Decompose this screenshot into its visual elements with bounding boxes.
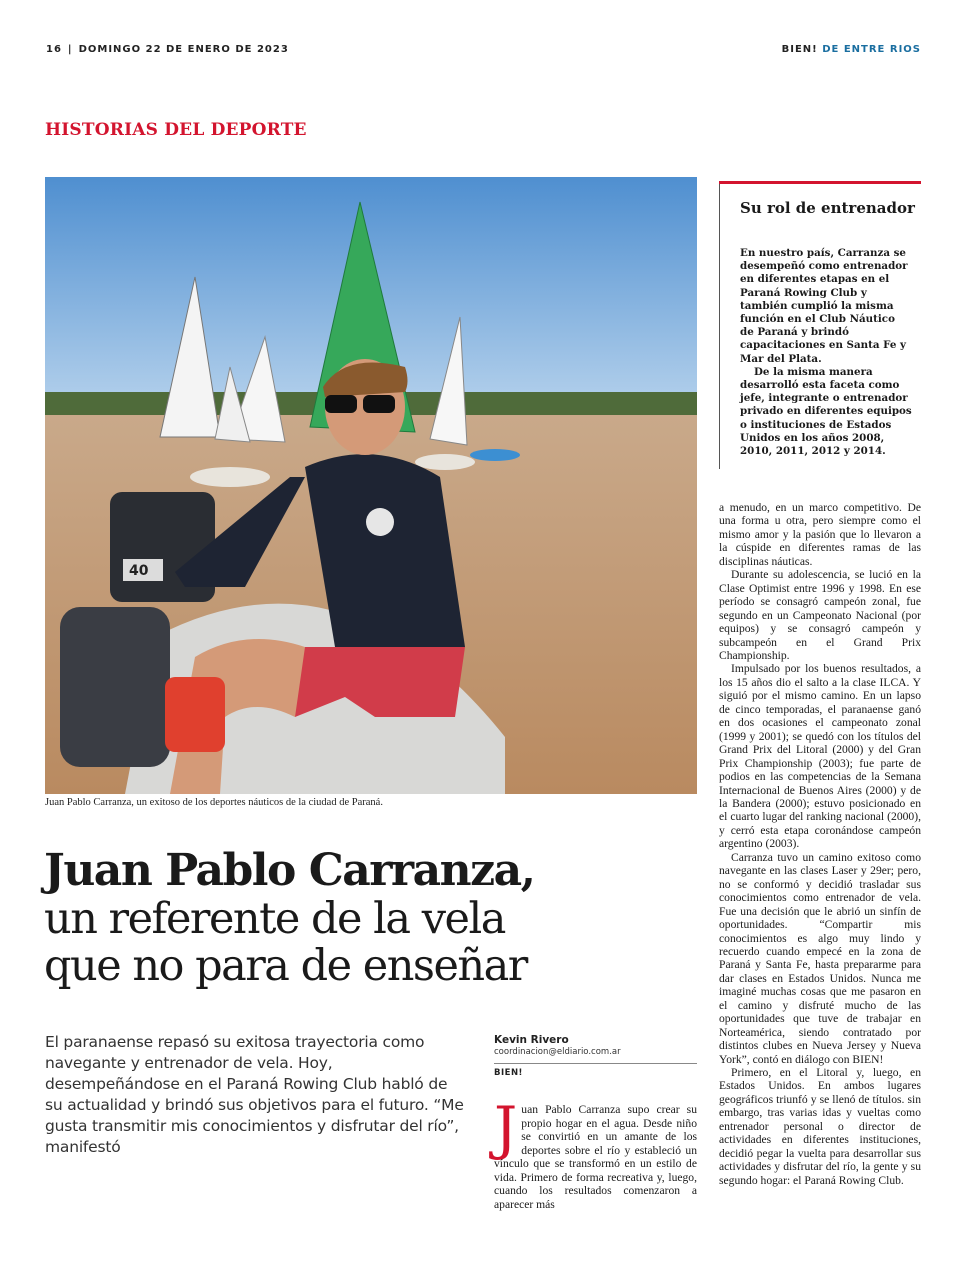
- sidebar-paragraph: De la misma manera desarrolló esta faceta como jefe, integrante o entrenador privado en diferentes equipos o instituciones de Estados Unidos en los años 2008, 2010, 2011, 2012 y 2014.: [740, 365, 912, 458]
- byline: [494, 1034, 697, 1078]
- motor-number: 40: [129, 563, 149, 579]
- body-paragraph: Impulsado por los buenos resultados, a los 15 años dio el salto a la clase ILCA. Y siguió por el mismo camino. En un lapso de cinco temporadas, el paranaense ganó en dos ocasiones el campeonato zonal (1999 y 2001); se quedó con los títulos del Grand Prix del Litoral (2000) y del Gran Prix Championship (2003); fue parte de podios en las competencias de la Semana Internacional de Buenos Aires (2000) y de la Bandera (2000); estuvo posicionado en el cuarto lugar del ranking nacional (2000), y cerró esta etapa coronándose campeón argentino (2003).: [719, 662, 921, 851]
- sidebar-left-rule: [719, 184, 720, 469]
- sidebar-top-rule: [719, 181, 921, 184]
- sidebar-body: [740, 247, 912, 458]
- sailing-photo-illustration: [45, 177, 697, 794]
- headline-line-3: que no para de enseñar: [44, 941, 527, 991]
- article-body-column-1: [494, 1094, 697, 1211]
- sidebar-paragraph: En nuestro país, Carranza se desempeñó como entrenador en diferentes etapas en el Paraná Rowing Club y también cumplió la misma función en el Club Náutico de Paraná y brindó capacitaciones en Santa Fe y Mar del Plata.: [740, 247, 908, 365]
- folio-separator: |: [67, 44, 73, 55]
- brand-main: BIEN!: [781, 44, 818, 55]
- body-paragraph: uan Pablo Carranza supo crear su propio hogar en el agua. Desde niño se convirtió en un amante de los deportes sobre el río y estableció un vínculo que se transformó en un estilo de vida. Primero de forma recreativa y, luego, cuando los resultados comenzaron a aparecer más: [494, 1103, 697, 1211]
- body-paragraph: a menudo, en un marco competitivo. De una forma u otra, pero siempre como el mismo amor y la pasión que lo llevaron a la cúspide en diferentes ramas de las disciplinas náuticas.: [719, 501, 921, 568]
- brand-accent: DE ENTRE RIOS: [822, 44, 921, 55]
- headline-line-1: Juan Pablo Carranza,: [44, 845, 535, 896]
- sidebar-title: Su rol de entrenador: [740, 199, 915, 217]
- section-label: HISTORIAS DEL DEPORTE: [45, 120, 307, 140]
- page-number: 16: [46, 44, 62, 55]
- headline-line-2: un referente de la vela: [44, 894, 505, 944]
- page-folio: [46, 44, 289, 55]
- article-deck: El paranaense repasó su exitosa trayectoria como navegante y entrenador de vela. Hoy, desempeñándose en el Paraná Rowing Club habló de su actualidad y brindó sus objetivos para el futuro. “Me gusta transmitir mis conocimientos y disfrutar del río”, manifestó: [45, 1033, 464, 1156]
- body-paragraph: Carranza tuvo un camino exitoso como navegante en las clases Laser y 29er; pero, no se conformó y decidió trasladar sus conocimientos como entrenador de vela. Fue una decisión que le abrió un sinfín de oportunidades. “Compartir mis conocimientos es algo muy lindo y recuerdo cuando empecé en la zona de Paraná y Santa Fe, hasta prepararme para dar clases en Estados Unidos. Nunca me imaginé muchas cosas que me pasaron en el camino y disfruté mucho de las oportunidades que tuve de trabajar en Norteamérica, siendo contratado por distintos clubes en Nueva Jersey y Nueva York”, contó en diálogo con BIEN!: [719, 850, 921, 1066]
- headline: [44, 846, 704, 990]
- article-body-column-2: [719, 501, 921, 1187]
- byline-rule: [494, 1063, 697, 1064]
- publication-brand: [782, 44, 921, 55]
- body-paragraph: Durante su adolescencia, se lució en la Clase Optimist entre 1996 y 1998. En ese período se consagró campeón zonal, fue segundo en un Campeonato Nacional (por equipos) y se consagró campeón y subcampeón en el Grand Prix Championship.: [719, 568, 921, 662]
- drop-cap: J: [494, 1094, 518, 1162]
- body-paragraph: Primero, en el Litoral y, luego, en Estados Unidos. En ambos lugares geográficos triunfó y se llenó de títulos. sin embargo, tras varias idas y vueltas como entrenador personal o director de actividades en diferentes instituciones, decidió pegar la vuelta para desarrollar sus actividades y disfrutar del río, la gente y su segundo hogar: el Paraná Rowing Club.: [719, 1066, 921, 1187]
- page-date: DOMINGO 22 DE ENERO DE 2023: [78, 44, 289, 55]
- photo-caption: Juan Pablo Carranza, un exitoso de los deportes náuticos de la ciudad de Paraná.: [45, 797, 383, 808]
- main-photo: [45, 177, 697, 794]
- author-name: Kevin Rivero: [494, 1034, 569, 1046]
- author-email: coordinacion@eldiario.com.ar: [494, 1047, 621, 1057]
- byline-tag: BIEN!: [494, 1068, 523, 1078]
